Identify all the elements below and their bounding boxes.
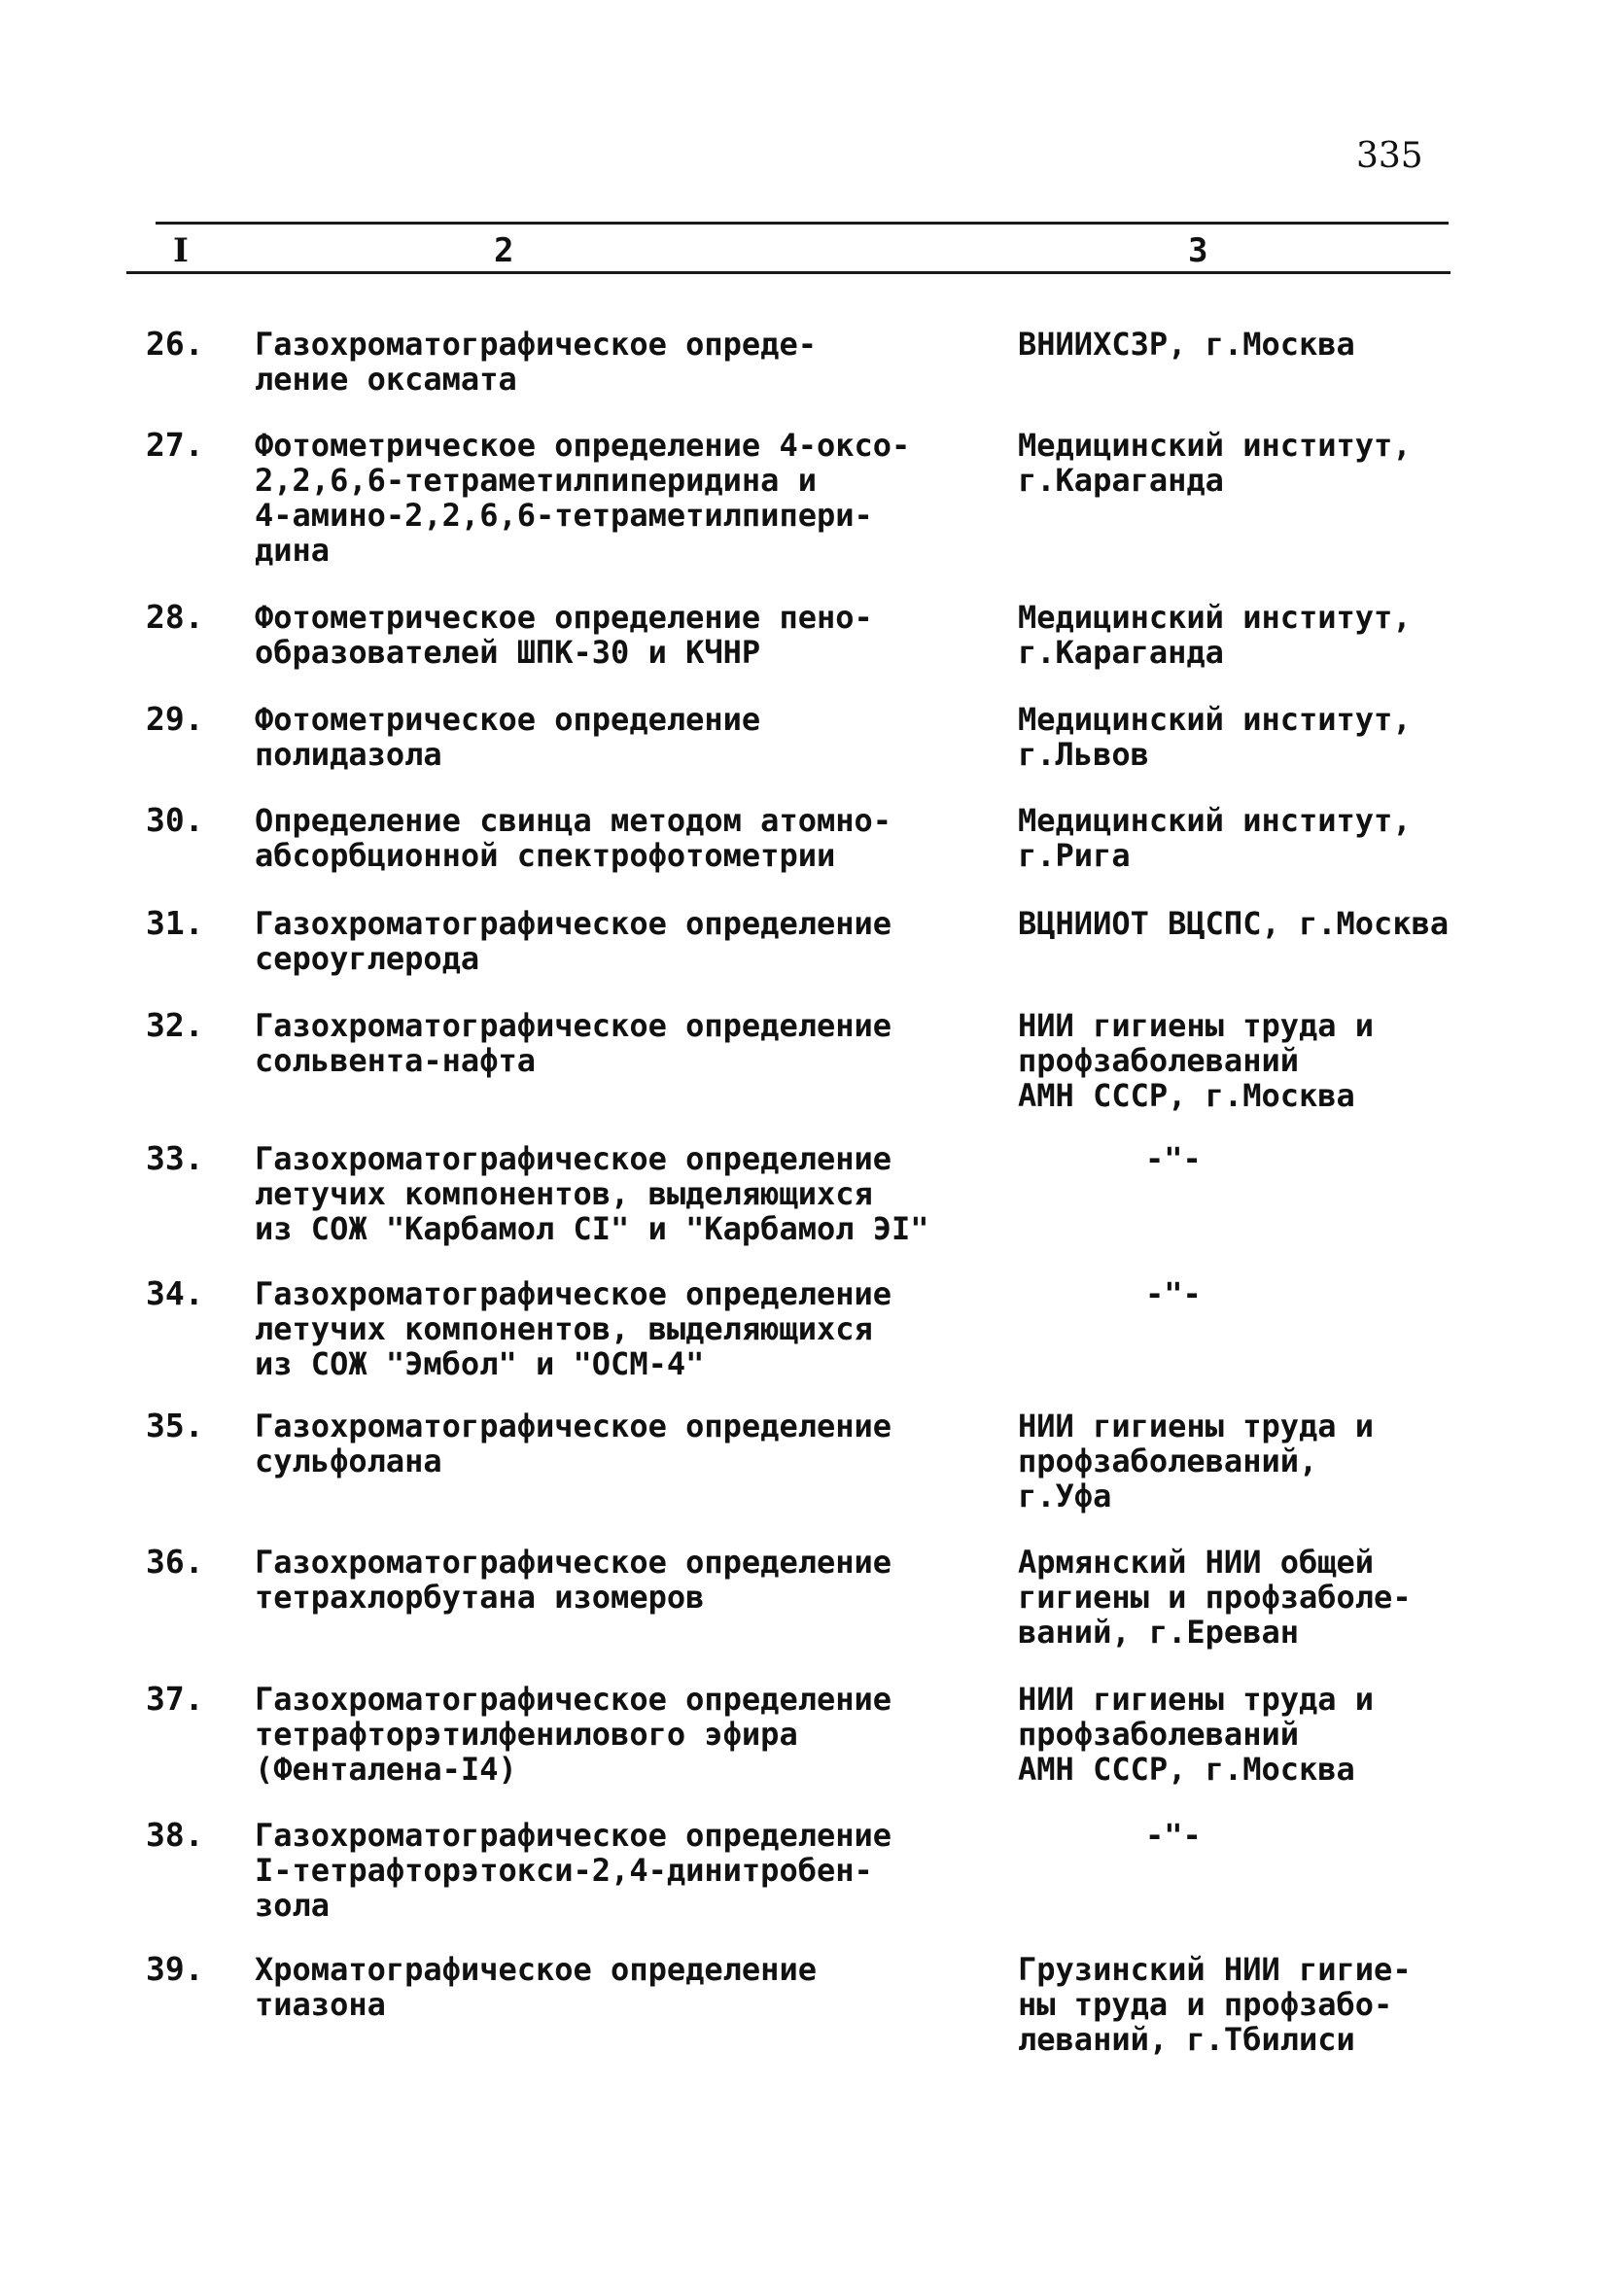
entry-number: 33. bbox=[146, 1139, 204, 1177]
entry-organization-ditto: -"- bbox=[1145, 1275, 1202, 1312]
entry-title: Газохроматографическое определение сульфолана bbox=[255, 1408, 892, 1479]
entry-title: Фотометрическое определение пено- образователей ШПК-30 и КЧНР bbox=[255, 599, 873, 671]
entry-number: 34. bbox=[146, 1274, 204, 1312]
entry-title: Определение свинца методом атомно- абсорбционной спектрофотометрии bbox=[255, 802, 892, 874]
entry-organization: НИИ гигиены труда и профзаболеваний, г.Уфа bbox=[1018, 1408, 1375, 1514]
entry-organization: Медицинский институт, г.Львов bbox=[1018, 701, 1412, 773]
entry-organization: НИИ гигиены труда и профзаболеваний АМН СССР, г.Москва bbox=[1018, 1007, 1375, 1114]
entry-number: 30. bbox=[146, 801, 204, 839]
entry-title: Газохроматографическое определение сольвента-нафта bbox=[255, 1007, 892, 1079]
entry-title: Фотометрическое определение полидазола bbox=[255, 701, 761, 773]
entry-organization-ditto: -"- bbox=[1145, 1140, 1202, 1177]
entry-title: Газохроматографическое определение тетрахлорбутана изомеров bbox=[255, 1544, 892, 1616]
entry-title: Газохроматографическое определение сероуглерода bbox=[255, 905, 892, 977]
column-header-3: 3 bbox=[1188, 231, 1208, 270]
entry-number: 38. bbox=[146, 1816, 204, 1854]
entry-number: 31. bbox=[146, 904, 204, 942]
entry-title: Газохроматографическое определение тетрафторэтилфенилового эфира (Фенталена-I4) bbox=[255, 1681, 892, 1788]
entry-organization: Грузинский НИИ гигие- ны труда и профзабо- леваний, г.Тбилиси bbox=[1018, 1951, 1412, 2058]
entry-number: 26. bbox=[146, 325, 204, 363]
entry-title: Газохроматографическое определение летучих компонентов, выделяющихся из СОЖ "Эмбол" и "ОСМ-4" bbox=[255, 1275, 892, 1382]
entry-title: Фотометрическое определение 4-оксо- 2,2,6,6-тетраметилпиперидина и 4-амино-2,2,6,6-тетраметилпипери- дина bbox=[255, 427, 911, 569]
entry-number: 37. bbox=[146, 1680, 204, 1718]
page-number: 335 bbox=[1356, 136, 1423, 176]
entry-title: Хроматографическое определение тиазона bbox=[255, 1951, 817, 2023]
entry-number: 39. bbox=[146, 1950, 204, 1988]
entry-organization: НИИ гигиены труда и профзаболеваний АМН СССР, г.Москва bbox=[1018, 1681, 1375, 1788]
column-header-1: I bbox=[173, 231, 189, 270]
entry-organization: ВЦНИИОТ ВЦСПС, г.Москва bbox=[1018, 905, 1450, 942]
entry-number: 29. bbox=[146, 700, 204, 738]
entry-organization: Армянский НИИ общей гигиены и профзаболе- ваний, г.Ереван bbox=[1018, 1544, 1412, 1651]
entry-number: 27. bbox=[146, 426, 204, 464]
entry-organization: Медицинский институт, г.Караганда bbox=[1018, 599, 1412, 671]
entry-organization: Медицинский институт, г.Рига bbox=[1018, 802, 1412, 874]
column-header-2: 2 bbox=[494, 231, 514, 270]
entry-organization: ВНИИХСЗР, г.Москва bbox=[1018, 326, 1355, 363]
entry-organization-ditto: -"- bbox=[1145, 1817, 1202, 1854]
entry-number: 35. bbox=[146, 1407, 204, 1444]
entry-organization: Медицинский институт, г.Караганда bbox=[1018, 427, 1412, 499]
entry-title: Газохроматографическое определение летучих компонентов, выделяющихся из СОЖ "Карбамол CI" и "Карбамол ЭI" bbox=[255, 1140, 929, 1247]
entry-number: 32. bbox=[146, 1006, 204, 1044]
entry-number: 36. bbox=[146, 1543, 204, 1581]
entry-number: 28. bbox=[146, 598, 204, 636]
entry-title: Газохроматографическое опреде- ление оксамата bbox=[255, 326, 817, 398]
entry-title: Газохроматографическое определение I-тетрафторэтокси-2,4-динитробен- зола bbox=[255, 1817, 892, 1924]
